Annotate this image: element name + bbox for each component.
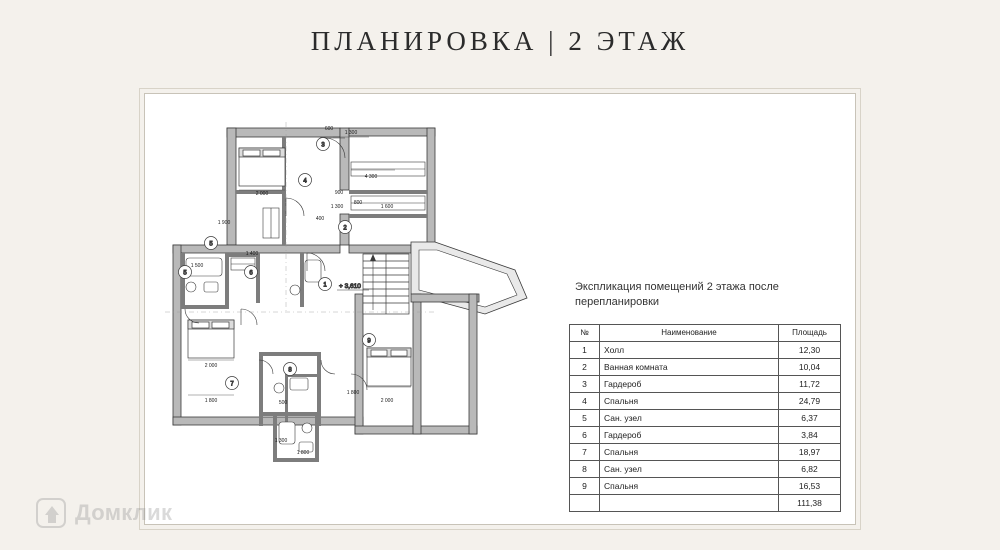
svg-text:4: 4: [303, 178, 307, 185]
row-number: 1: [570, 341, 600, 358]
svg-text:1: 1: [323, 282, 327, 289]
svg-text:1 300: 1 300: [344, 130, 358, 136]
row-number: 8: [570, 460, 600, 477]
svg-text:1 300: 1 300: [330, 204, 344, 210]
row-number: 2: [570, 358, 600, 375]
column-header-name: Наименование: [600, 324, 779, 341]
svg-text:9: 9: [367, 338, 371, 345]
svg-text:5: 5: [183, 270, 187, 277]
row-area: 6,37: [779, 409, 841, 426]
svg-text:500: 500: [278, 400, 288, 406]
row-number: 6: [570, 426, 600, 443]
row-area: 12,30: [779, 341, 841, 358]
row-name: Спальня: [600, 392, 779, 409]
column-header-area: Площадь: [779, 324, 841, 341]
table-row: [570, 358, 841, 375]
row-number: 3: [570, 375, 600, 392]
svg-text:8: 8: [288, 367, 292, 374]
svg-text:1 900: 1 900: [217, 220, 231, 226]
legend-title: Экспликация помещений 2 этажа после перепланировки: [575, 281, 779, 308]
table-row: [570, 341, 841, 358]
total-area: 111,38: [779, 494, 841, 511]
floorplan-drawing: [155, 102, 555, 517]
table-row: [570, 477, 841, 494]
row-name: Ванная комната: [600, 358, 779, 375]
house-logo-icon: [36, 498, 66, 528]
svg-text:800: 800: [353, 200, 363, 206]
table-header-row: [570, 324, 841, 341]
row-number: 5: [570, 409, 600, 426]
row-name: Спальня: [600, 443, 779, 460]
explication-legend: [569, 280, 841, 512]
total-spacer-left: [570, 494, 600, 511]
row-number: 9: [570, 477, 600, 494]
row-area: 18,97: [779, 443, 841, 460]
svg-text:1 600: 1 600: [380, 204, 394, 210]
explication-table: [569, 324, 841, 512]
row-area: 6,82: [779, 460, 841, 477]
row-name: Спальня: [600, 477, 779, 494]
row-number: 4: [570, 392, 600, 409]
row-area: 24,79: [779, 392, 841, 409]
svg-text:1 800: 1 800: [296, 450, 310, 456]
table-row: [570, 375, 841, 392]
row-area: 16,53: [779, 477, 841, 494]
page-title: ПЛАНИРОВКА | 2 ЭТАЖ: [310, 26, 690, 56]
row-name: Гардероб: [600, 375, 779, 392]
svg-text:2 000: 2 000: [380, 398, 394, 404]
table-row: [570, 392, 841, 409]
svg-text:900: 900: [334, 190, 344, 196]
total-spacer-mid: [600, 494, 779, 511]
row-area: 10,04: [779, 358, 841, 375]
svg-text:1 500: 1 500: [190, 263, 204, 269]
floorplan-svg: [155, 102, 555, 517]
svg-text:+ 3,610: + 3,610: [339, 283, 361, 290]
table-total-row: [570, 494, 841, 511]
svg-text:5: 5: [209, 241, 213, 248]
row-name: Холл: [600, 341, 779, 358]
row-area: 3,84: [779, 426, 841, 443]
row-name: Сан. узел: [600, 460, 779, 477]
table-row: [570, 409, 841, 426]
svg-text:7: 7: [230, 381, 234, 388]
svg-text:3: 3: [321, 142, 325, 149]
svg-text:1 400: 1 400: [245, 251, 259, 257]
svg-text:4 300: 4 300: [364, 174, 378, 180]
row-name: Сан. узел: [600, 409, 779, 426]
row-name: Гардероб: [600, 426, 779, 443]
watermark-label: Домклик: [75, 500, 173, 525]
svg-text:2: 2: [343, 225, 347, 232]
svg-text:600: 600: [324, 126, 334, 132]
svg-text:1 800: 1 800: [346, 390, 360, 396]
row-number: 7: [570, 443, 600, 460]
svg-text:6: 6: [249, 270, 253, 277]
row-area: 11,72: [779, 375, 841, 392]
svg-text:1 800: 1 800: [204, 398, 218, 404]
table-row: [570, 443, 841, 460]
floorplan-frame: [144, 93, 856, 525]
svg-text:400: 400: [315, 216, 325, 222]
watermark: [36, 498, 172, 528]
svg-text:1 300: 1 300: [274, 438, 288, 444]
svg-text:2 000: 2 000: [204, 363, 218, 369]
svg-text:2 000: 2 000: [255, 191, 269, 197]
table-row: [570, 460, 841, 477]
table-row: [570, 426, 841, 443]
column-header-number: №: [570, 324, 600, 341]
